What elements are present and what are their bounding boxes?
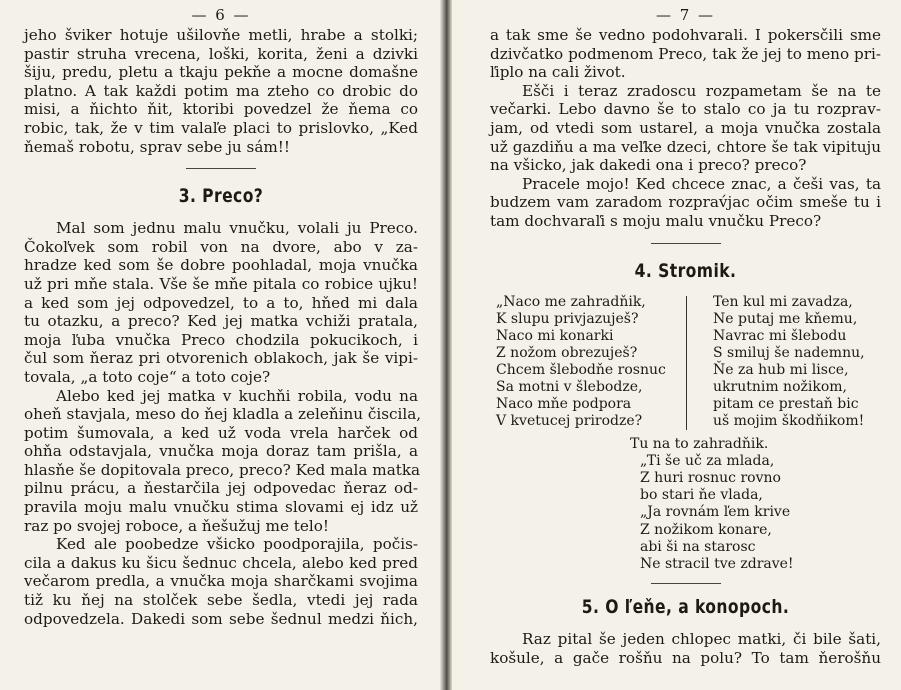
text-line: a tak sme še vedno podohvarali. I pokersčili sme [490,26,881,44]
text-line: dzivčatko podmenom Preco, tak že jej to meno pri- [490,44,881,63]
text-line: pilnu prácu, a ňestarčila jej odpovedac ňeraz od- [24,479,418,498]
verse-line: „Ti še uč za mlada, [640,452,775,469]
text-line: robic, tak, že v tim valaľe placi to prislovko, „Ked [24,118,418,137]
section-divider [651,243,721,244]
verse-line: pitam ce prestaň bic [713,395,859,412]
text-line: už pri mňe stala. Vše še mňe pitala co robice ujku! [24,274,418,293]
text-line: Čokoľvek som robil von na dvore, abo v za- [24,237,418,256]
text-line: misi, a ňichto ňit, ktoribi povedzel že ňema co [24,100,418,119]
text-line: moja ľuba vnučka Preco chodzila pokucikoch, i [24,330,418,349]
text-line: Mal som jednu malu vnučku, volali ju Preco. [56,219,418,238]
text-line: jeho šviker hotuje ušilovňe metli, hrabe a stolki; [24,26,418,44]
left-page [0,0,448,690]
verse-line: Sa motni v šlebodze, [496,378,643,395]
page-number: — 6 — [191,6,251,24]
poem-divider [686,296,687,430]
section-heading: 4. Stromik. [634,259,737,282]
verse-line: Chcem šlebodňe rosnuc [496,361,666,378]
paragraph [24,219,422,628]
book-gutter [440,0,452,690]
verse-line: Ten kul mi zavadza, [713,293,853,310]
verse-line: S smiluj še nademnu, [713,344,865,361]
verse-line: Z nožom obrezuješ? [496,344,638,361]
text-line: Ked ale poobedze všicko poodporajila, počis- [56,535,418,554]
verse-line: Z huri rosnuc rovno [640,469,781,486]
text-line: už gazdiňu a ma veľke dzeci, chtore še tak vipituju [490,137,881,156]
section-divider [186,168,256,169]
text-line: na všicko, jak dakedi ona i preco? preco? [490,156,807,175]
text-line: tiž ku ňej na stolček sebe šedla, vtedi jej rada [24,591,418,610]
verse-line: bo stari ňe vlada, [640,487,763,504]
text-line: a ked som jej odpovedzel, to a to, hňed mi dala [24,293,418,312]
text-line: raz po svojej roboce, a ňešužuj me telo! [24,516,329,535]
verse-line: V kvetucej prirodze? [496,412,643,429]
poem-column-right [711,294,865,430]
text-line: večarki. Lebo davno še to stalo co ja tu rozprav- [490,100,881,119]
text-line: pastir struha vrecena, loški, korita, ženi a dzivki [24,44,418,63]
text-line: ňemaš robotu, sprav sebe ju sám!! [24,137,290,156]
verse-line: „Naco me zahradňik, [496,293,646,310]
verse-line: Ne putaj me kňemu, [713,310,858,327]
text-line: Alebo ked jej matka v kuchňi robila, vodu na [56,386,418,405]
verse-line: Naco mňe podpora [496,395,632,412]
text-line: tu otazku, a preco? Ked jej matka vchiži pratala, [24,312,418,331]
text-line: potim šumovala, a ked už voda vrela harček od [24,423,418,442]
text-line: budzem vam zaradom rozprav́jac očim smeše tu i [490,193,881,212]
text-line: Pracele mojo! Ked chcece znac, a češi vas, ta [522,174,881,193]
text-line: večarom predla, a vnučka moja sharčkami svojima [24,572,418,591]
section-divider [651,583,721,584]
verse-line: Naco mi konarki [496,327,614,344]
right-page [452,0,901,690]
text-line: hradze ked som še dobre poohladal, moja vnučka [24,256,418,275]
text-line: ohňa odstavjala, vnučka moja doraz tam prišla, a [24,442,418,461]
text-line: šiju, predu, pletu a tkaju pekňe a mocne domašne [24,63,418,82]
text-line: platno. A tak každi potim ma zteho co drobic do [24,81,418,100]
text-line: tovala, „a toto coje“ a toto coje? [24,367,271,386]
text-line: čul som ňeraz pri otvorenich oblakoch, jak še vipi- [24,349,418,368]
verse-line: K slupu privjazuješ? [496,310,639,327]
paragraph [490,630,881,667]
poem-final-stanza [630,436,881,574]
text-line: oheň stavjala, meso do ňej kladla a zeleňinu čiscila, [24,405,422,424]
poem [490,294,881,430]
section-heading: 5. O ľeňe, a konopoch. [581,596,790,619]
text-line: Raz pital še jeden chlopec matki, či bile šati, [522,630,881,649]
verse-line: Z nožikom konare, [640,521,772,538]
section-heading: 3. Preco? [178,185,264,208]
verse-line: uš mojim škodňikom! [713,412,865,429]
page-number: — 7 — [655,6,716,24]
verse-line: Ne stracil tve zdrave! [640,555,794,572]
text-line: jam, od vtedi som ustarel, a moja vnučka zostala [490,118,881,137]
verse-line: Ňe za hub mi lisce, [713,361,849,378]
verse-line: „Ja rovnám ľem krive [640,504,791,521]
poem-column-left [490,294,686,430]
text-line: hlasňe še dopitovala preco, preco? Ked mala matka [24,460,421,479]
text-line: tam dochvaraľi s moju malu vnučku Preco? [490,211,822,230]
paragraph [490,26,881,231]
verse-line: Tu na to zahradňik. [630,435,769,452]
paragraph [24,26,418,156]
text-line: odpovedzela. Dakedi som sebe šednul medzi ňich, [24,609,418,628]
verse-line: Navrac mi šlebodu [713,327,847,344]
text-line: Ešči i teraz zradoscu rozpametam še na te [522,81,881,100]
text-line: ľiplo na cali život. [490,63,626,82]
verse-line: ukrutnim nožikom, [713,378,847,395]
verse-line: abi ši na starosc [640,538,756,555]
text-line: pravila moju malu vnučku stima slovami ej idz už [24,498,418,517]
text-line: košule, a gače rošňu na polu? To tam ňerošňu [490,648,881,667]
text-line: cila a dakus ku šicu šednuc chcela, alebo ked pred [24,553,418,572]
